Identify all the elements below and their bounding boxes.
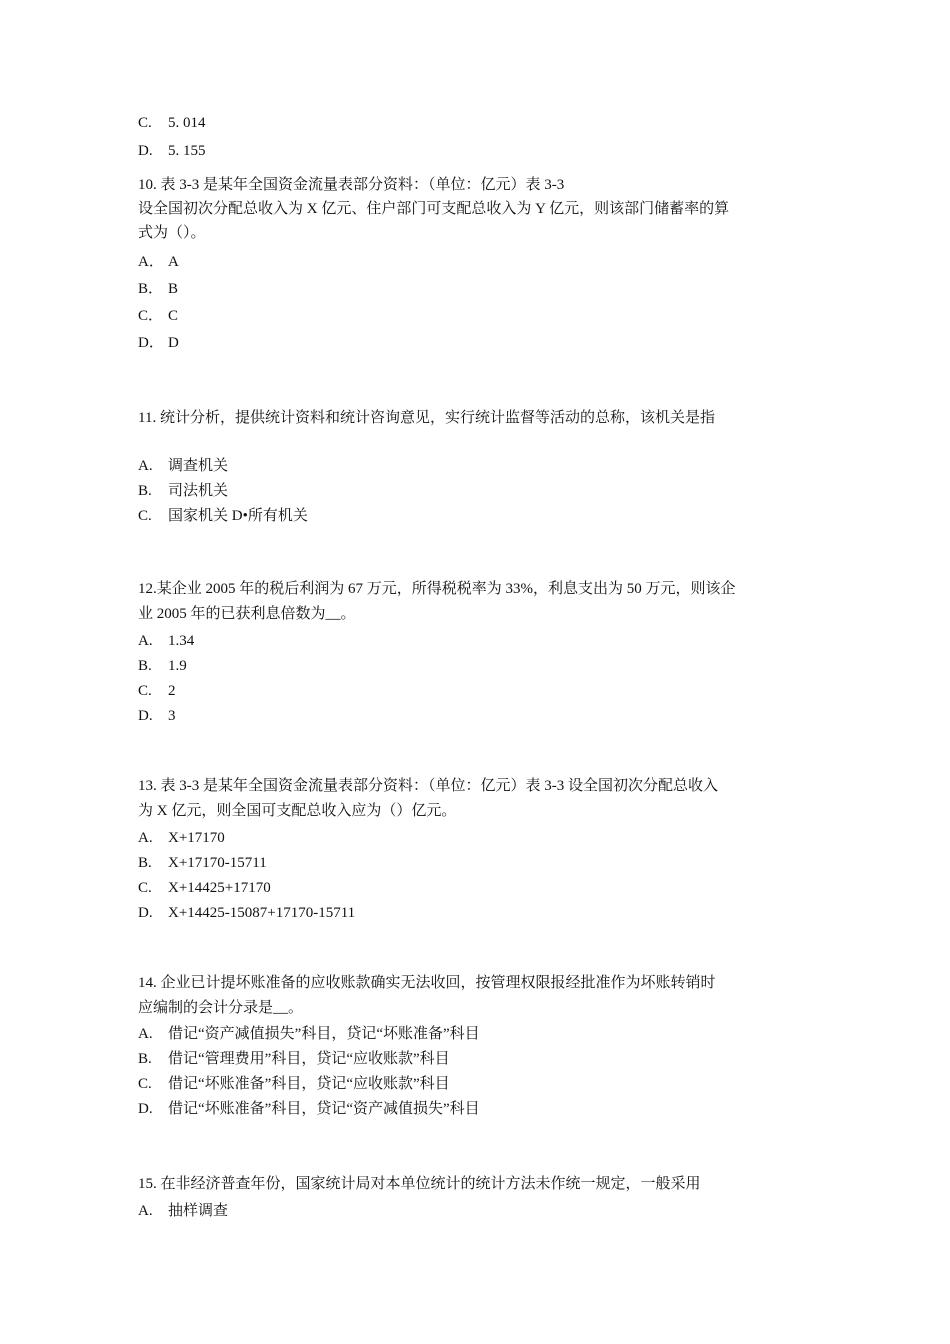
question-14-line1: 14. 企业已计提坏账准备的应收账款确实无法收回，按管理权限报经批准作为坏账转销时: [138, 975, 716, 991]
option-q14-d: D. 借记“坏账准备”科目，贷记“资产减值损失”科目: [138, 1101, 480, 1117]
option-q9-d: D. 5. 155: [138, 143, 206, 159]
question-12-line2: 业 2005 年的已获利息倍数为__。: [138, 606, 356, 622]
option-q11-a: A. 调查机关: [138, 458, 229, 474]
question-11-line1: 11. 统计分析，提供统计资料和统计咨询意见，实行统计监督等活动的总称，该机关是指: [138, 410, 715, 426]
option-q15-a: A. 抽样调查: [138, 1203, 229, 1219]
option-q14-b: B. 借记“管理费用”科目，贷记“应收账款”科目: [138, 1051, 450, 1067]
question-10-line3: 式为（）。: [138, 225, 206, 241]
question-10-line2: 设全国初次分配总收入为 X 亿元、住户部门可支配总收入为 Y 亿元，则该部门储蓄率的算: [138, 201, 730, 217]
question-12-line1: 12.某企业 2005 年的税后利润为 67 万元，所得税税率为 33%，利息支出为 50 万元，则该企: [138, 581, 736, 597]
question-13-line1: 13. 表 3-3 是某年全国资金流量表部分资料：（单位：亿元）表 3-3 设全国初次分配总收入: [138, 778, 718, 794]
question-15-line1: 15. 在非经济普查年份，国家统计局对本单位统计的统计方法未作统一规定，一般采用: [138, 1176, 701, 1192]
option-q13-c: C. X+14425+17170: [138, 880, 271, 896]
option-q14-c: C. 借记“坏账准备”科目，贷记“应收账款”科目: [138, 1076, 450, 1092]
question-14-line2: 应编制的会计分录是__。: [138, 1000, 304, 1016]
option-q14-a: A. 借记“资产减值损失”科目，贷记“坏账准备”科目: [138, 1026, 480, 1042]
option-q12-b: B. 1.9: [138, 658, 187, 674]
option-q11-c: C. 国家机关 D•所有机关: [138, 508, 308, 524]
option-q13-d: D. X+14425-15087+17170-15711: [138, 905, 356, 921]
question-13-line2: 为 X 亿元，则全国可支配总收入应为（）亿元。: [138, 803, 457, 819]
option-q13-a: A. X+17170: [138, 830, 225, 846]
option-q13-b: B. X+17170-15711: [138, 855, 267, 871]
option-q12-c: C. 2: [138, 683, 176, 699]
option-q10-d: D． D: [138, 335, 179, 351]
option-q10-a: A． A: [138, 254, 179, 270]
option-q9-c: C. 5. 014: [138, 115, 206, 131]
option-q12-d: D. 3: [138, 708, 176, 724]
option-q10-b: B． B: [138, 281, 179, 297]
question-10-line1: 10. 表 3-3 是某年全国资金流量表部分资料：（单位：亿元）表 3-3: [138, 177, 565, 193]
option-q10-c: C． C: [138, 308, 179, 324]
option-q11-b: B. 司法机关: [138, 483, 229, 499]
option-q12-a: A. 1.34: [138, 633, 195, 649]
